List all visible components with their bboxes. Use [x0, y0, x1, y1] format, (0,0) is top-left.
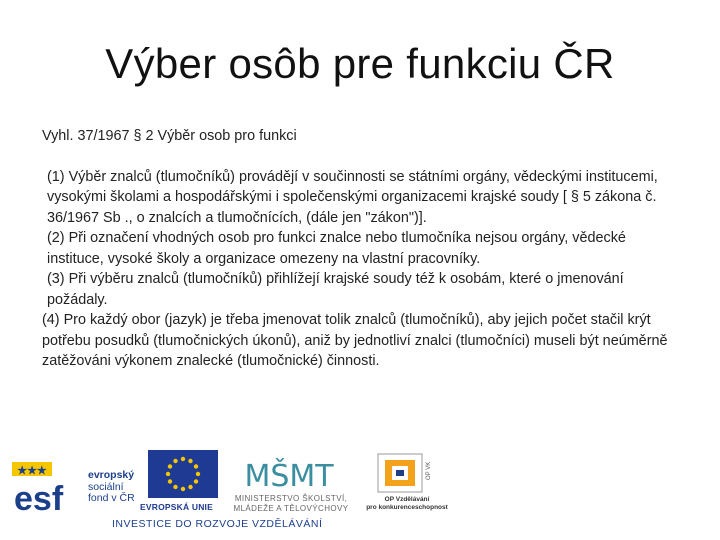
- esf-logo-icon: [12, 450, 84, 518]
- msmt-caption: [226, 494, 356, 514]
- investice-tagline: INVESTICE DO ROZVOJE VZDĚLÁVÁNÍ: [112, 518, 323, 530]
- paragraph-1: (1) Výběr znalců (tlumočníků) provádějí v součinnosti se státními orgány, vědeckými institucemi, vysokými školami a hospodářskými i společenskými organizacemi krajské soudy [ § 5 zákona č. 36/1967 Sb ., o znalcích a tlumočnících, (dále jen "zákon")].: [47, 168, 658, 226]
- legal-reference: Vyhl. 37/1967 § 2 Výběr osob pro funkci: [42, 128, 297, 144]
- eu-flag-icon: [148, 450, 218, 498]
- msmt-mark: MŠMT: [244, 459, 334, 494]
- eu-label: EVROPSKÁ UNIE: [140, 502, 213, 512]
- funding-logos-strip: [0, 440, 460, 540]
- op-caption: [362, 496, 452, 512]
- paragraph-3: (3) Při výběru znalců (tlumočníků) přihlížejí krajské soudy též k osobám, které o jmenování požádaly.: [47, 271, 624, 308]
- op-line-1: OP Vzdělávání: [384, 496, 430, 503]
- op-line-2: pro konkurenceschopnost: [366, 504, 448, 511]
- esf-mark: esf: [14, 480, 64, 518]
- paragraph-2: (2) Při označení vhodných osob pro funkci znalce nebo tlumočníka nejsou orgány, vědecké instituce, vysoké školy a organizace omezeny na vlastní pracovníky.: [47, 230, 626, 267]
- slide-title: Výber osôb pre funkciu ČR: [105, 40, 615, 87]
- op-side-text: OP VK: [426, 461, 432, 480]
- esf-line-3: fond v ČR: [88, 492, 135, 504]
- slide-body: [42, 126, 682, 372]
- esf-line-2: sociální: [88, 480, 124, 493]
- svg-text:★★★: ★★★: [17, 465, 47, 477]
- esf-caption: [88, 470, 135, 505]
- msmt-line-1: MINISTERSTVO ŠKOLSTVÍ,: [234, 494, 348, 503]
- msmt-line-2: MLÁDEŽE A TĚLOVÝCHOVY: [233, 504, 349, 513]
- esf-line-1: evropský: [88, 469, 135, 481]
- op-vk-logo-icon: [372, 450, 436, 498]
- paragraph-4: (4) Pro každý obor (jazyk) je třeba jmenovat tolik znalců (tlumočníků), aby jejich počet stačil krýt potřebu posudků (tlumočnických úkonů), aniž by jednotliví znalci (tlumočníci) museli být neúměrně zatěžováni výkonem znalecké (tlumočnické) činnosti.: [42, 312, 668, 369]
